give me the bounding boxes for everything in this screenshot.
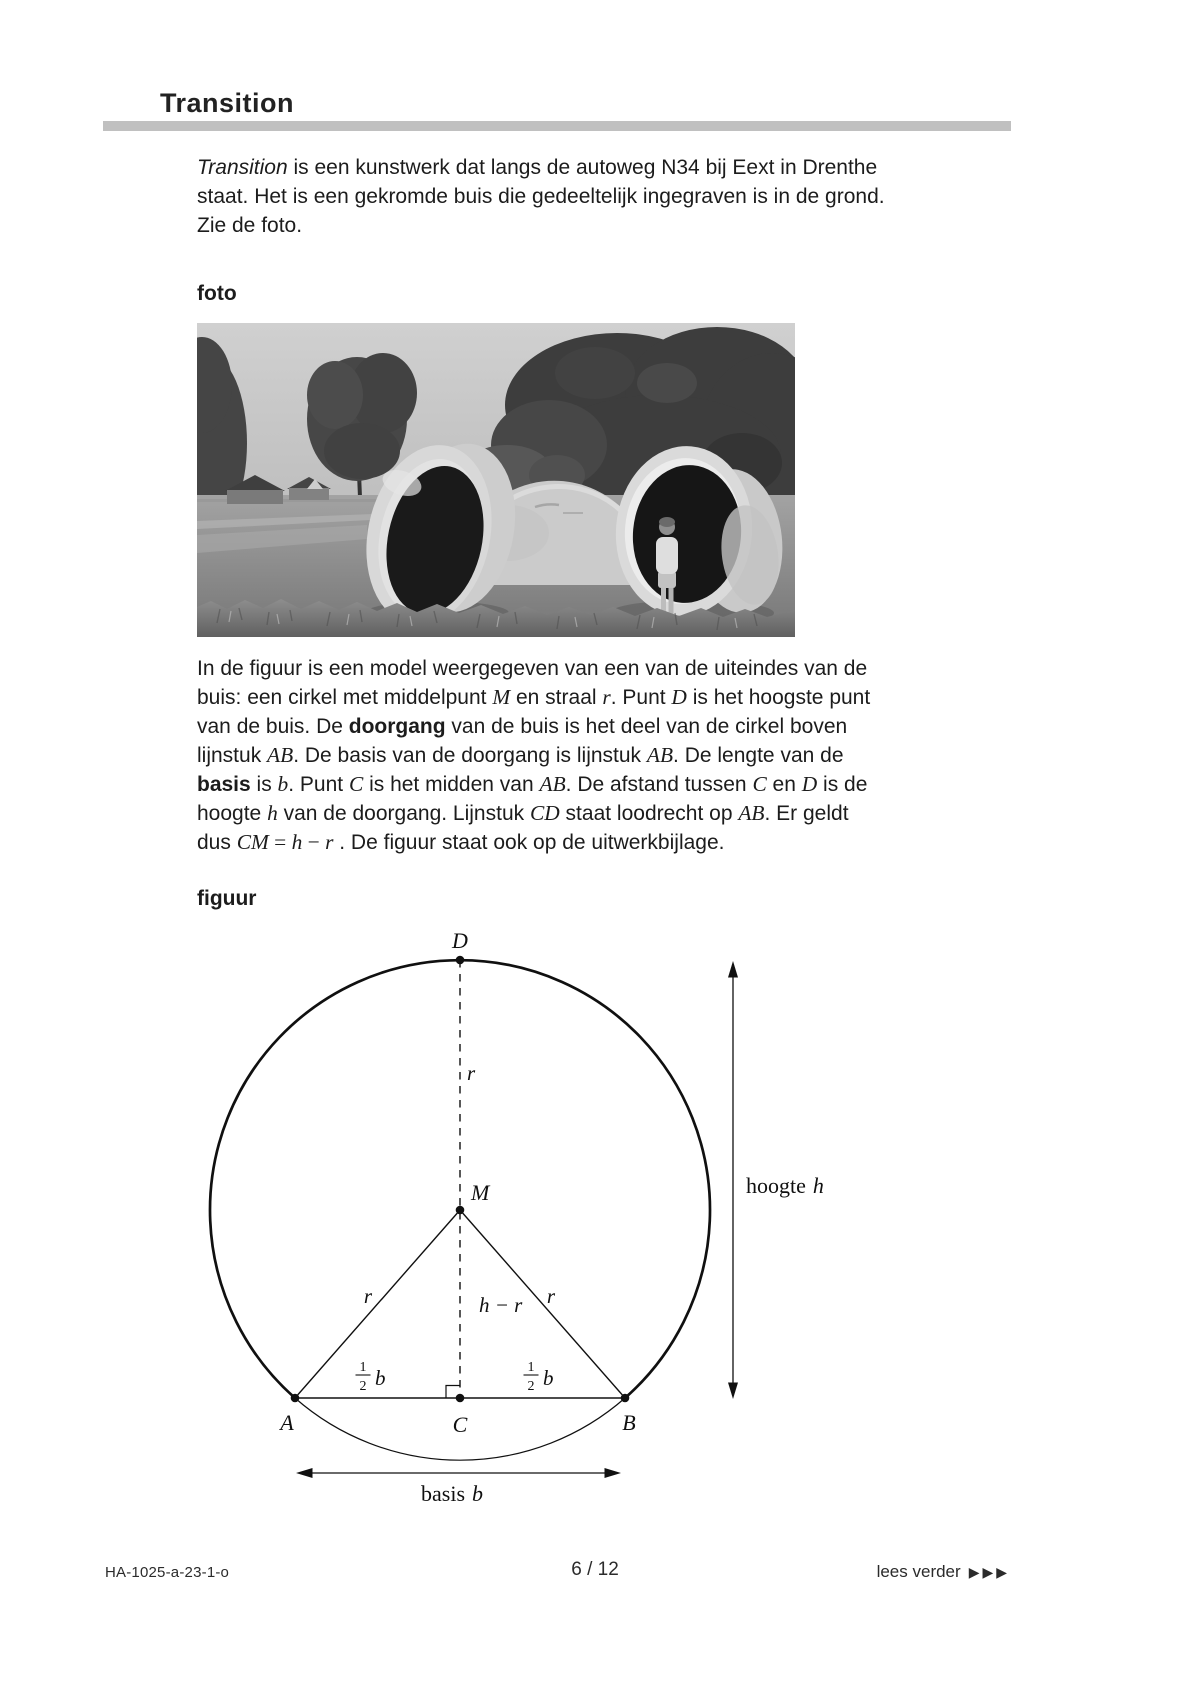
artwork-photo: [197, 323, 795, 637]
description-paragraph: In de figuur is een model weergegeven van een van de uiteindes van de buis: een cirkel met middelpunt M en straal r. Punt D is het hoogste punt van de buis. De doorgang van de buis is het deel van de cirkel boven lijnstuk AB. De basis van de doorgang is lijnstuk AB. De lengte van de basis is b. Punt C is het midden van AB. De afstand tussen C en D is de hoogte h van de doorgang. Lijnstuk CD staat loodrecht op AB. Er geldt dus CM = h − r . De figuur staat ook op de uitwerkbijlage.: [197, 657, 871, 854]
base-arrow: [296, 1468, 621, 1478]
page-title: Transition: [160, 88, 295, 118]
photo-label: foto: [197, 282, 237, 305]
footer-page-number: 6 / 12: [571, 1559, 619, 1580]
circle-upper-arc: [210, 960, 710, 1398]
geometry-figure: [150, 925, 850, 1510]
half-base-label-left: [356, 1360, 386, 1394]
radius-label-right: r: [546, 1284, 556, 1308]
fraction-variable: b: [543, 1366, 554, 1390]
fraction-denominator: 2: [359, 1379, 367, 1394]
arrowhead-down: [728, 1383, 738, 1400]
base-word: basis: [421, 1481, 465, 1506]
height-label: [746, 1173, 824, 1198]
point-dot-b: [621, 1394, 630, 1403]
half-base-label-right: [524, 1360, 554, 1394]
base-label: [421, 1481, 483, 1506]
height-word: hoogte: [746, 1173, 806, 1198]
point-label-c: C: [452, 1412, 468, 1437]
radius-label-left: r: [363, 1284, 373, 1308]
fraction-variable: b: [375, 1366, 386, 1390]
point-label-a: A: [280, 1410, 294, 1435]
arrowhead-up: [728, 961, 738, 978]
figure-label: figuur: [197, 887, 257, 910]
radius-label-top: r: [467, 1061, 476, 1085]
point-dot-d: [456, 956, 465, 965]
fraction-numerator: 1: [527, 1360, 535, 1375]
figure-svg: [150, 925, 850, 1510]
fraction-denominator: 2: [527, 1379, 535, 1394]
base-variable: b: [472, 1481, 483, 1506]
arrowhead-left: [296, 1468, 313, 1478]
footer-continue: [877, 1562, 1010, 1582]
person-shirt: [656, 537, 678, 574]
footer-document-code: HA-1025-a-23-1-o: [105, 1564, 230, 1581]
page-footer: [0, 1556, 1191, 1590]
height-arrow: [728, 961, 738, 1399]
fraction-numerator: 1: [359, 1360, 367, 1375]
point-label-b: B: [622, 1410, 636, 1435]
photo-illustration: [197, 323, 795, 637]
intro-paragraph: Transition is een kunstwerk dat langs de autoweg N34 bij Eext in Drenthe staat. Het is een gekromde buis die gedeeltelijk ingegraven is in de grond. Zie de foto.: [197, 156, 885, 237]
h-minus-r-label: h − r: [479, 1293, 523, 1317]
point-dot-c: [456, 1394, 465, 1403]
arrowhead-right: [605, 1468, 622, 1478]
footer-continue-text: lees verder: [876, 1562, 961, 1581]
point-dot-m: [456, 1206, 465, 1215]
title-divider-bar: [103, 121, 1011, 131]
point-label-d: D: [452, 928, 468, 953]
point-dot-a: [291, 1394, 300, 1403]
height-variable: h: [812, 1173, 824, 1198]
continue-arrows-icon: ▶▶▶: [968, 1564, 1010, 1580]
point-label-m: M: [471, 1180, 490, 1205]
